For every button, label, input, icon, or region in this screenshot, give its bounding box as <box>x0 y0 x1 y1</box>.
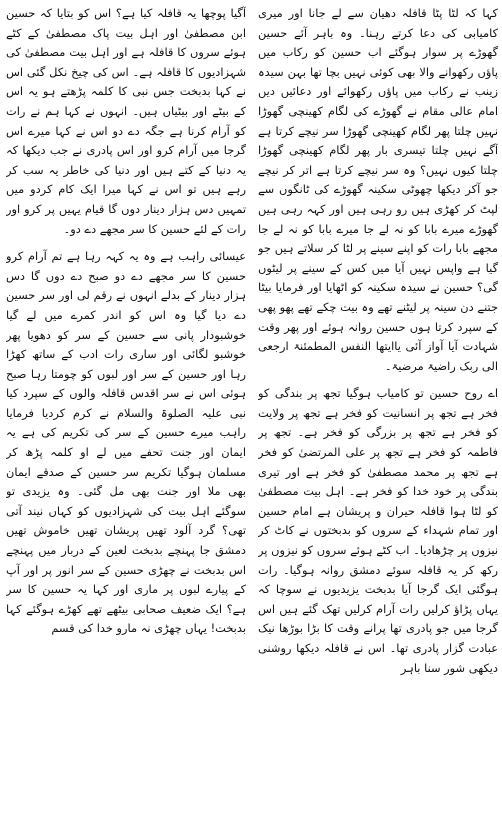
paragraph: اے روح حسین تو کامیاب ہوگیا تجھ پر بندگی کو فخر ہے تجھ پر انسانیت کو فخر ہے تجھ پر ولایت کو فخر ہے تجھ پر بزرگی کو فخر ہے۔ تجھ پر فاطمہ کو فخر ہے تجھ پر علی المرتضیٰ کو فخر ہے تجھ پر محمد مصطفیٰ کو فخر ہے اور تیری بندگی پر خود خدا کو فخر ہے۔ اہل بیت مصطفیٰ کو لٹا ہوا قافلہ حیران و پریشان ہے امام حسین اور تمام شہداء کے سروں کو بدبختوں نے کاٹ کر نیزوں پر چڑھادیا۔ اب کٹے ہوئے سروں کو نیزوں پر رکھ کر یہ قافلہ سوئے دمشق روانہ ہوگیا۔ رات ہوگئی ایک گرجا آیا بدبخت یزیدیوں نے سوچا کہ یہاں پڑاؤ کرلیں رات آرام کرلیں تھک گئے ہیں اس گرجا میں جو پادری تھا پرانے وقت کا بڑا بوڑھا نیک عبادت گزار پادری تھا۔ اس نے قافلہ دیکھا روشنی دیکھی شور سنا باہر <box>258 386 498 675</box>
paragraph: آگیا پوچھا یہ قافلہ کیا ہے؟ اس کو بتایا کہ حسین ابن مصطفیٰ اور اہل بیت پاک مصطفیٰ کے کٹے ہوئے سروں کا قافلہ ہے اور اہل بیت مصطفیٰ کی شہزادیوں کا قافلہ ہے۔ اس کی چیخ نکل گئی اس نے کہا بدبخت جس نبی کا کلمہ پڑھتے ہو یہ اس کے بیٹے اور بیٹیاں ہیں۔ انہوں نے کہا ہم نے رات کو آرام کرنا ہے جگہ دے دو اس نے کہا میرے اس گرجا میں آرام کرو اور اس پادری نے جب دیکھا کہ یہ دنیا کے کتے ہیں اور دنیا کی خاطر یہ سب کر رہے ہیں تو اس نے کہا میرا ایک کام کردو میں تمہیں دس ہزار دینار دوں گا قیام یہیں پر کرو اور رات کے لئے حسین کا سر مجھے دے دو۔ <box>6 6 246 236</box>
paragraph: عیسائی راہب ہے وہ یہ کہہ رہا ہے تم آرام کرو حسین کا سر مجھے دے دو صبح دے دوں گا دس ہزار دینار کے بدلے انہوں نے رقم لی اور سر حسین دے دیا گیا وہ اس کو اندر کمرے میں لے گیا خوشبودار پانی سے حسین کے سر کو دھویا پھر خوشبو لگائی اور ساری رات ادب کے ساتھ کھڑا رہا اور حسین کے سر اور لبوں کو چومتا رہا صبح ہوئی اس نے سر اقدس قافلہ والوں کے سپرد کیا نبی علیہ الصلوۃ والسلام نے کرم کردیا فرمایا راہب میرے حسین کے سر کی تکریم کی ہے یہ ایمان اور جنت تحفے میں لے او کلمہ پڑھ کر مسلمان ہوگیا تکریم سر حسین کے صدقے ایمان بھی ملا اور جنت بھی مل گئی۔ وہ یزیدی تو سوگئے اہل بیت کی شہزادیوں کو کہاں نیند آتی تھی؟ گرد آلود تھیں پریشان تھیں خاموش تھیں دمشق جا پہنچے بدبخت لعین کے دربار میں پہنچے اس بدبخت نے چھڑی حسین کے سر انور پر اور آپ کے پیارے لبوں پر ماری اور کہا یہ حسین کا سر ہے؟ ایک ضعیف صحابی بیٹھے تھے کھڑے ہوگئے کہا بدبخت! یہاں چھڑی نہ مارو خدا کی قسم <box>6 249 246 636</box>
paragraph-gap <box>258 376 498 384</box>
left-text-column <box>6 4 246 810</box>
paragraph: کہا کہ لٹا پٹا قافلہ دھیان سے لے جانا اور میری کامیابی کی دعا کرتے رہنا۔ وہ باہر آئے حسین گھوڑے پر سوار ہوگئے اب حسین کو رکاب میں پاؤں رکھوانے والا بھی کوئی نہیں بچا تھا بہن سیدہ زینب نے رکاب میں پاؤں رکھوائے اور دعائیں دیں امام عالی مقام نے گھوڑے کی لگام کھینچی گھوڑا نہیں چلتا پھر لگام کھینچی گھوڑا سر نیچے کرتا ہے آگے نہیں چلتا تیسری بار پھر لگام کھینچی گھوڑا چلتا کیوں نہیں؟ وہ سر نیچے کرتا ہے اتر کر نیچے جو آکر دیکھا چھوٹی سکینہ گھوڑے کی ٹانگوں سے لپٹ کر کھڑی ہیں رو رہی ہیں اور کہہ رہی ہیں گھوڑے میرے بابا کو نہ لے جا میرے بابا کو نہ لے جا مجھے بابا رات کو اپنے سینے پر لٹا کر سلاتے ہیں جو گیا ہے واپس نہیں آیا میں کس کے سینے پر لیٹوں گی؟ حسین نے سیدہ سکینہ کو اٹھایا اور فرمایا بیٹا جتنے دن سینہ پر لیٹنے تھے وہ بیت چکے تھے پھو پھی کے سپرد کرتا ہوں حسین روانہ ہوئے اور پھر وقت شہادت آیا آواز آئی یاایتھا النفس المطمئنۃ ارجعی الی ربک راضیۃ مرضیۃ۔ <box>258 6 498 373</box>
right-text-column <box>258 4 498 810</box>
paragraph-gap <box>6 239 246 247</box>
